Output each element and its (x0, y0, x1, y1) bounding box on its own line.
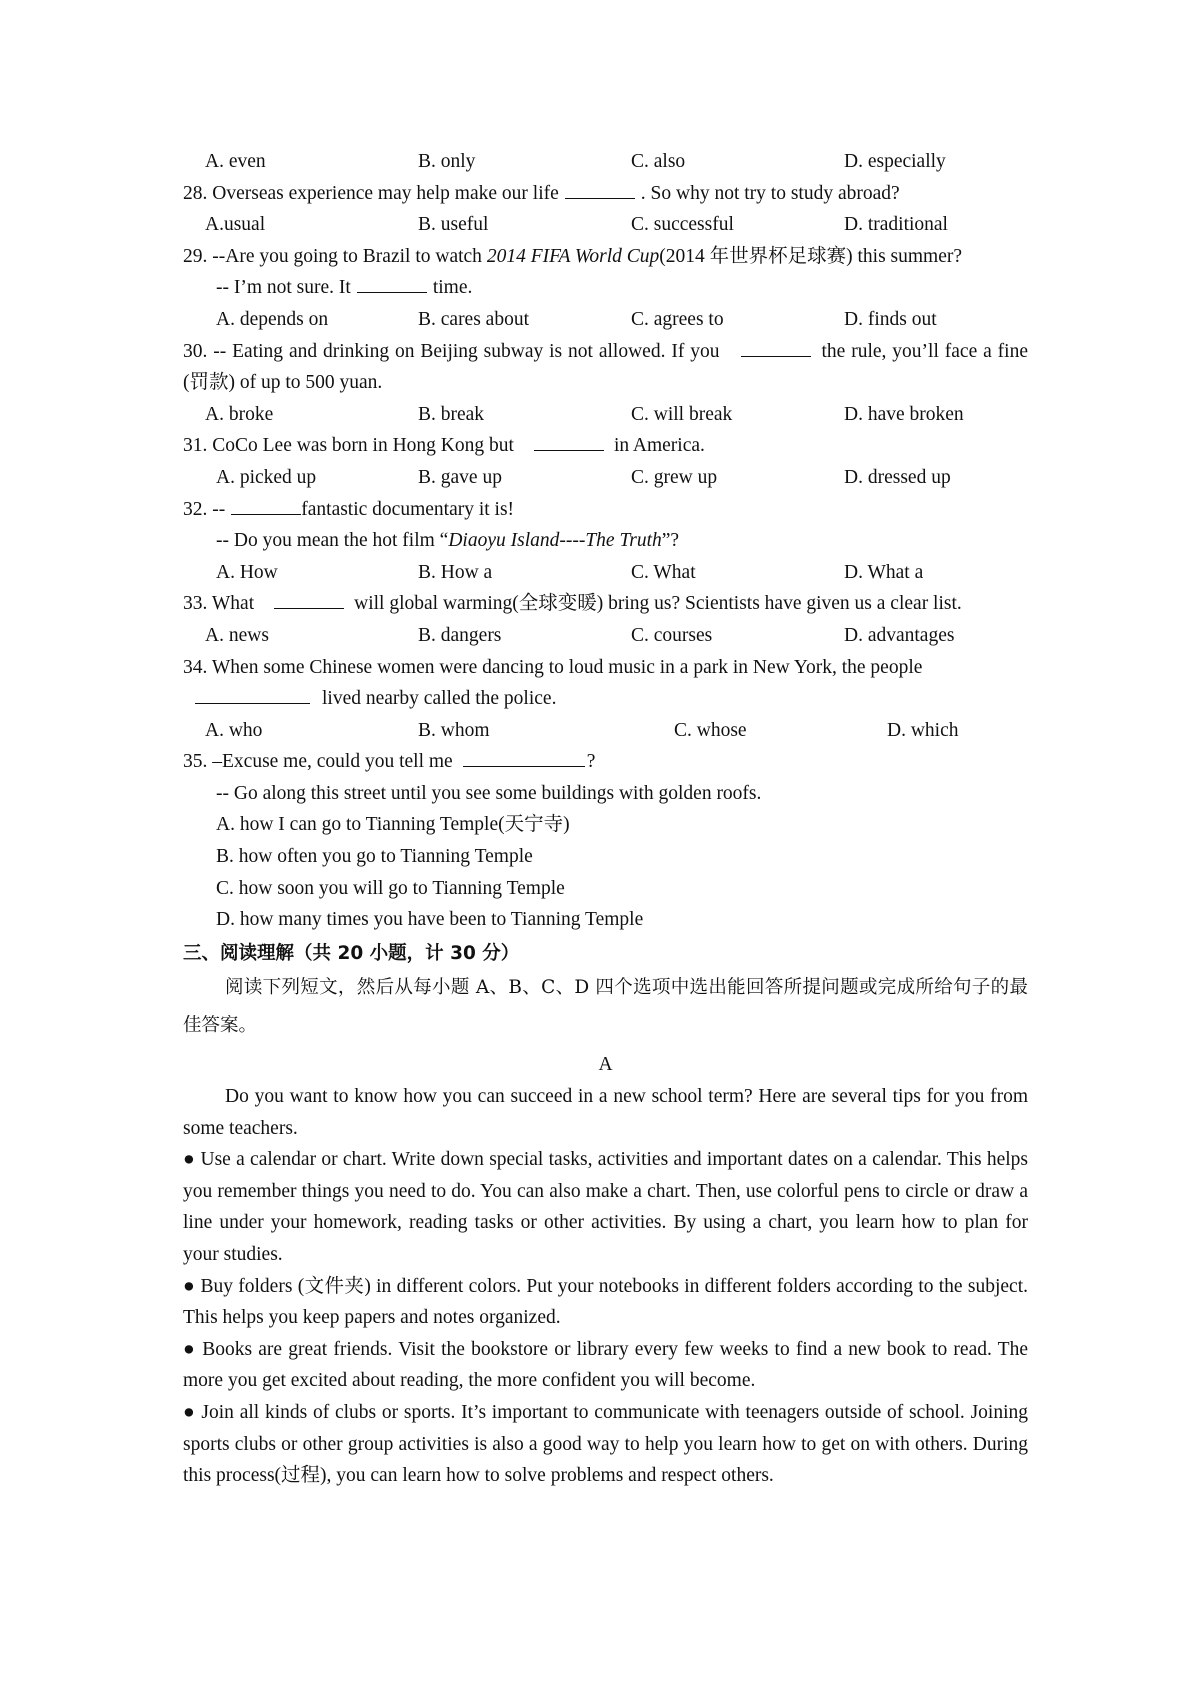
passage-intro: Do you want to know how you can succeed in a new school term? Here are several tips for you from some teachers. (183, 1086, 1028, 1139)
question-35-reply: -- Go along this street until you see some buildings with golden roofs. (216, 782, 762, 804)
reply-text: time. (432, 277, 473, 299)
q27-options (183, 146, 1028, 178)
question-34 (183, 652, 1028, 684)
question-34-cont (183, 683, 1028, 715)
answer-blank[interactable] (565, 178, 635, 199)
option-d[interactable]: D. What a (844, 561, 924, 583)
section-title: 三、阅读理解（共 20 小题，计 30 分） (183, 942, 520, 964)
option-a[interactable]: A. picked up (216, 466, 317, 488)
answer-blank[interactable] (195, 683, 310, 704)
option-d[interactable]: D. how many times you have been to Tianning Temple (216, 909, 644, 931)
passage-label: A (598, 1054, 613, 1076)
answer-blank[interactable] (463, 746, 585, 767)
question-33 (183, 588, 1028, 620)
q29-options (183, 304, 1028, 336)
option-c[interactable]: C. What (631, 561, 696, 583)
passage-tip: ● Buy folders (文件夹) in different colors. Put your notebooks in different folders according to the subject. This helps you keep papers and notes organized. (183, 1275, 1028, 1329)
option-c[interactable]: C. agrees to (631, 308, 724, 330)
section-instruction: 阅读下列短文，然后从每小题 A、B、C、D 四个选项中选出能回答所提问题或完成所给句子的最佳答案。 (183, 977, 1028, 1037)
passage-tip: ● Join all kinds of clubs or sports. It’s important to communicate with teenagers outside of school. Joining sports clubs or other group activities is also a good way to help you learn how to get on with others. During this process(过程), you can learn how to solve problems and respect others. (183, 1401, 1028, 1487)
question-text: 29. --Are you going to Brazil to watch (183, 245, 482, 267)
option-b[interactable]: B. How a (418, 561, 493, 583)
passage-tip: ● Use a calendar or chart. Write down special tasks, activities and important dates on a calendar. This helps you remember things you need to do. You can also make a chart. Then, use colorful pens to circle or draw a line under your homework, reading tasks or other activities. By using a chart, you learn how to plan for your studies. (183, 1149, 1028, 1265)
question-28 (183, 178, 1028, 210)
answer-blank[interactable] (274, 588, 344, 609)
option-a[interactable]: A. broke (205, 403, 274, 425)
option-c[interactable]: C. will break (631, 403, 733, 425)
option-d[interactable]: D. dressed up (844, 466, 951, 488)
option-b[interactable]: B. cares about (418, 308, 530, 330)
question-32-reply (183, 525, 1028, 557)
option-c[interactable]: C. grew up (631, 466, 718, 488)
question-text: the rule, you’ll face a fine (罚款) of up to 500 yuan. (183, 340, 1028, 394)
question-text: 32. -- (183, 498, 226, 520)
q28-options (183, 209, 1028, 241)
reply-text: -- I’m not sure. It (216, 277, 351, 299)
option-b[interactable]: B. whom (418, 719, 490, 741)
option-a[interactable]: A. depends on (216, 308, 329, 330)
question-italic: 2014 FIFA World Cup (486, 245, 660, 267)
option-a[interactable]: A. news (205, 624, 269, 646)
option-c[interactable]: C. courses (631, 624, 713, 646)
question-32 (183, 494, 1028, 526)
option-a[interactable]: A. even (205, 151, 266, 172)
question-30 (183, 336, 1028, 399)
q32-options (183, 557, 1028, 589)
option-a[interactable]: A. how I can go to Tianning Temple(天宁寺) (216, 814, 570, 836)
q34-options (183, 715, 1028, 747)
answer-blank[interactable] (534, 430, 604, 451)
option-a[interactable]: A. How (216, 561, 278, 583)
q33-options (183, 620, 1028, 652)
option-b[interactable]: B. only (418, 151, 476, 172)
question-text: . So why not try to study abroad? (640, 182, 900, 204)
question-text: 33. What (183, 593, 255, 615)
reply-italic: Diaoyu Island----The Truth (448, 530, 662, 552)
question-text: 30. -- Eating and drinking on Beijing subway is not allowed. If you (183, 340, 720, 362)
option-d[interactable]: D. finds out (844, 308, 937, 330)
option-a[interactable]: A. who (205, 719, 263, 741)
question-text: (2014 年世界杯足球赛) this summer? (659, 245, 963, 267)
option-b[interactable]: B. gave up (418, 466, 502, 488)
option-c[interactable]: C. how soon you will go to Tianning Temple (216, 877, 565, 899)
question-text: will global warming(全球变暖) bring us? Scientists have given us a clear list. (354, 593, 962, 615)
option-a[interactable]: A.usual (205, 214, 266, 236)
question-text: lived nearby called the police. (322, 688, 557, 710)
reply-text: -- Do you mean the hot film “ (216, 530, 449, 552)
question-text: 35. –Excuse me, could you tell me (183, 751, 453, 773)
question-text: 28. Overseas experience may help make our life (183, 182, 559, 204)
question-text: 31. CoCo Lee was born in Hong Kong but (183, 435, 514, 457)
q30-options (183, 399, 1028, 431)
option-c[interactable]: C. also (631, 151, 686, 172)
option-d[interactable]: D. have broken (844, 403, 964, 425)
question-text: 34. When some Chinese women were dancing to loud music in a park in New York, the people (183, 656, 923, 678)
option-b[interactable]: B. break (418, 403, 485, 425)
question-31 (183, 430, 1028, 462)
option-b[interactable]: B. useful (418, 214, 489, 236)
answer-blank[interactable] (741, 336, 811, 357)
option-d[interactable]: D. which (887, 719, 959, 741)
option-b[interactable]: B. dangers (418, 624, 502, 646)
passage-tip: ● Books are great friends. Visit the bookstore or library every few weeks to find a new book to read. The more you get excited about reading, the more confident you will become. (183, 1338, 1028, 1392)
option-c[interactable]: C. whose (674, 719, 747, 741)
answer-blank[interactable] (357, 272, 427, 293)
option-c[interactable]: C. successful (631, 214, 734, 236)
reply-text: ”? (661, 530, 680, 552)
option-d[interactable]: D. traditional (844, 214, 948, 236)
exam-page (183, 146, 1028, 1492)
option-d[interactable]: D. especially (844, 151, 946, 172)
question-text: ? (586, 751, 596, 773)
question-text: in America. (613, 435, 705, 457)
question-29-reply (183, 272, 1028, 304)
option-b[interactable]: B. how often you go to Tianning Temple (216, 846, 533, 868)
question-35 (183, 746, 1028, 778)
question-text: fantastic documentary it is! (301, 498, 515, 520)
question-29 (183, 241, 1028, 273)
option-d[interactable]: D. advantages (844, 624, 955, 646)
answer-blank[interactable] (231, 494, 301, 515)
q31-options (183, 462, 1028, 494)
